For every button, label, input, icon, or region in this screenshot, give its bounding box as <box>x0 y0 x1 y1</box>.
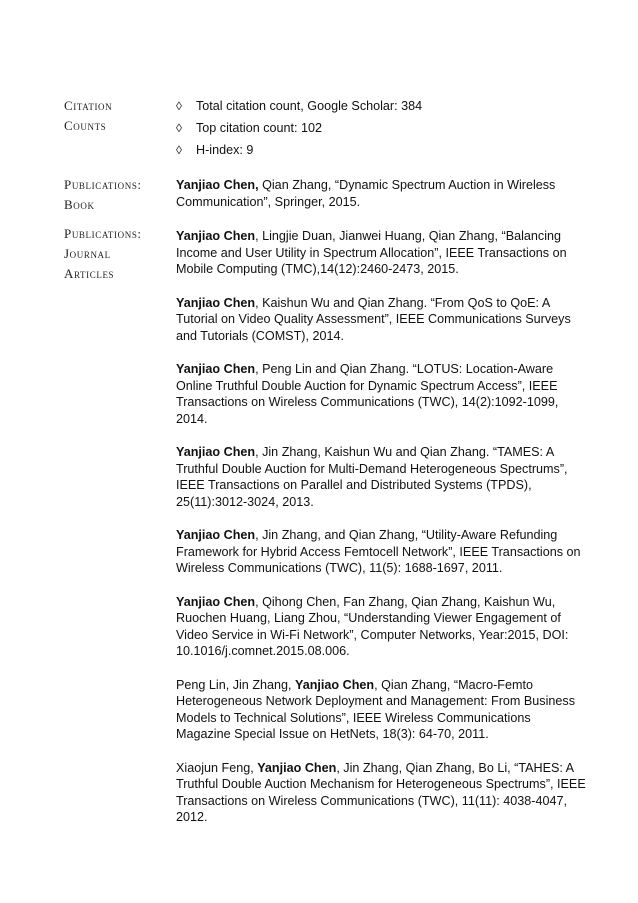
book-list <box>176 177 588 227</box>
section-label-line: Journal <box>64 246 111 261</box>
author-highlight: Yanjiao Chen <box>176 362 256 376</box>
author-highlight: Yanjiao Chen <box>176 528 256 542</box>
journal-entry <box>176 594 588 660</box>
section-label-line: Publications: <box>64 177 142 192</box>
section-label-line: Counts <box>64 118 107 133</box>
diamond-outline-icon: ◊ <box>176 121 182 135</box>
journal-entry <box>176 527 588 577</box>
entry-details: , Jin Zhang, Kaishun Wu and Qian Zhang. “TAMES: A Truthful Double Auction for Multi-Demand Heterogeneous Spectrums”, IEEE Transactions on Parallel and Distributed Systems (TPDS), 25(11):3012-3024, 2013. <box>176 445 568 509</box>
author-highlight: Yanjiao Chen <box>176 229 256 243</box>
list-item <box>176 120 588 142</box>
entry-details: , Jin Zhang, and Qian Zhang, “Utility-Aware Refunding Framework for Hybrid Access Femtocell Network”, IEEE Transactions on Wireless Communications (TWC), 11(5): 1688-1697, 2011. <box>176 528 581 575</box>
section-label-line: Articles <box>64 266 115 281</box>
book-entry <box>176 177 588 210</box>
journal-list <box>176 228 588 843</box>
journal-entry <box>176 228 588 278</box>
publications-book-label <box>64 175 164 215</box>
journal-entry <box>176 295 588 345</box>
author-highlight: Yanjiao Chen <box>176 594 256 609</box>
entry-prefix: Xiaojun Feng, <box>176 760 258 775</box>
section-label-line: Book <box>64 197 95 212</box>
list-item <box>176 98 588 120</box>
section-label-line: Publications: <box>64 226 142 241</box>
journal-entry <box>176 760 588 826</box>
author-highlight: Yanjiao Chen <box>176 445 256 459</box>
author-highlight: Yanjiao Chen, <box>176 178 259 192</box>
citation-counts-list <box>176 98 588 164</box>
entry-details: , Lingjie Duan, Jianwei Huang, Qian Zhang, “Balancing Income and User Utility in Spectrum Allocation”, IEEE Transactions on Mobile Computing (TMC),14(12):2460-2473, 2015. <box>176 229 567 276</box>
citation-total: Total citation count, Google Scholar: 384 <box>196 99 423 113</box>
journal-entry <box>176 361 588 427</box>
journal-entry <box>176 444 588 510</box>
citation-top: Top citation count: 102 <box>196 121 323 135</box>
entry-details: , Kaishun Wu and Qian Zhang. “From QoS to QoE: A Tutorial on Video Quality Assessment”, IEEE Communications Surveys and Tutorials (COMST), 2014. <box>176 295 571 343</box>
journal-entry <box>176 677 588 743</box>
citation-counts-label <box>64 96 164 136</box>
publications-journal-label <box>64 224 164 284</box>
entry-details: Qian Zhang, “Dynamic Spectrum Auction in Wireless Communication”, Springer, 2015. <box>176 178 556 209</box>
list-item <box>176 142 588 164</box>
entry-details: , Qian Zhang, “Macro-Femto Heterogeneous Network Deployment and Management: From Business Models to Technical Solutions”, IEEE Wireless Communications Magazine Special Issue on HetNets, 18(3): 64-70, 2011. <box>176 677 576 741</box>
diamond-outline-icon: ◊ <box>176 99 182 113</box>
section-label-line: Citation <box>64 98 113 113</box>
author-highlight: Yanjiao Chen <box>257 760 337 775</box>
entry-prefix: Peng Lin, Jin Zhang, <box>176 677 296 692</box>
entry-details: , Jin Zhang, Qian Zhang, Bo Li, “TAHES: A Truthful Double Auction Mechanism for Heterogeneous Spectrums”, IEEE Transactions on Wireless Communications (TWC), 11(11): 4038-4047, 2012. <box>176 760 586 824</box>
entry-details: , Qihong Chen, Fan Zhang, Qian Zhang, Kaishun Wu, Ruochen Huang, Liang Zhou, “Understanding Viewer Engagement of Video Service in Wi-Fi Network”, Computer Networks, Year:2015, DOI: 10.1016/j.comnet.2015.08.006. <box>176 594 569 658</box>
entry-details: , Peng Lin and Qian Zhang. “LOTUS: Location-Aware Online Truthful Double Auction for Dynamic Spectrum Access”, IEEE Transactions on Wireless Communications (TWC), 14(2):1092-1099, 2014. <box>176 362 559 426</box>
author-highlight: Yanjiao Chen <box>176 295 256 310</box>
citation-h-index: H-index: 9 <box>196 143 254 157</box>
diamond-outline-icon: ◊ <box>176 143 182 157</box>
author-highlight: Yanjiao Chen <box>295 677 375 692</box>
